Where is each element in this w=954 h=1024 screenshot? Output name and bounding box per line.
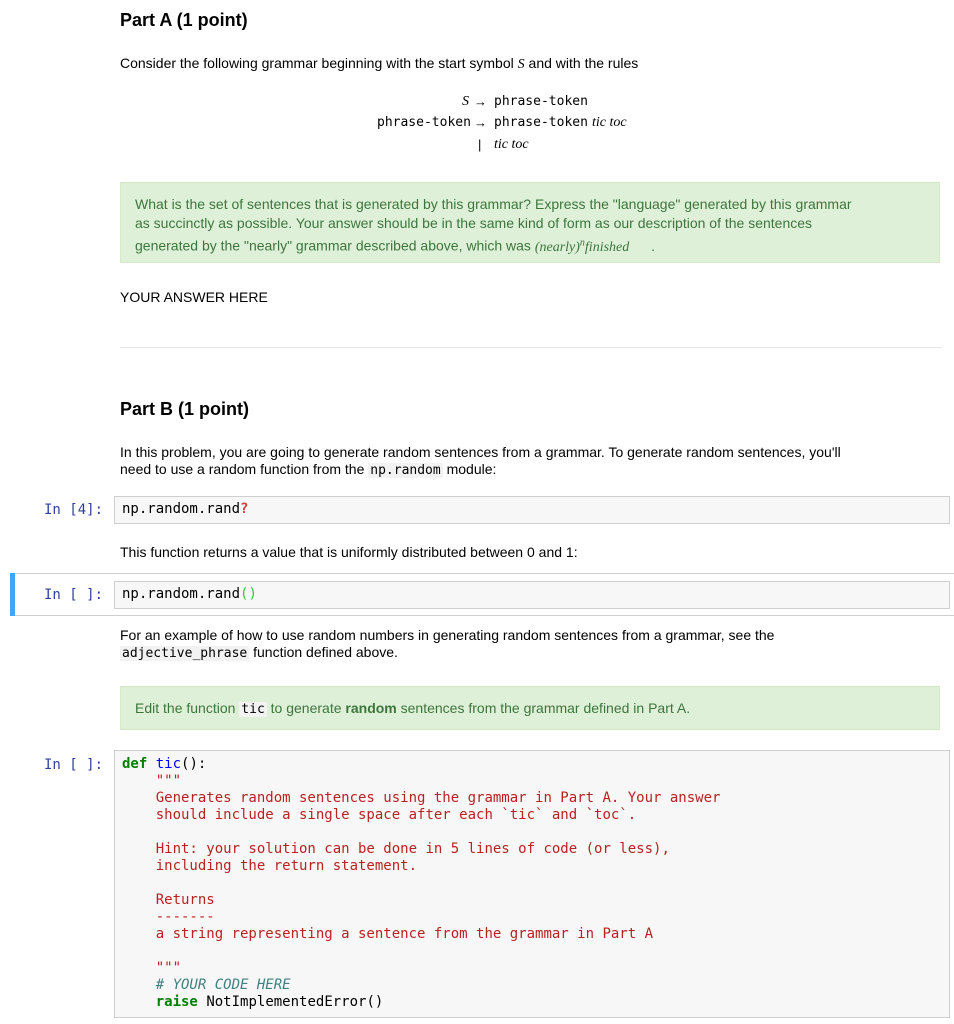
np-random-code: np.random [370, 463, 441, 478]
cell1-input[interactable]: np.random.rand? [114, 496, 950, 524]
edit-instruction-box: Edit the function tic to generate random sentences from the grammar defined in Part A. [120, 686, 940, 730]
part-b-intro: In this problem, you are going to generate random sentences from a grammar. To generate random sentences, you'll need to use a random function from the np.random module: [120, 444, 841, 478]
cell3-input[interactable]: def tic(): """ Generates random sentences using the grammar in Part A. Your answer should include a single space after each `tic` and `toc`. Hint: your solution can be done in 5 lines of code (or less), including the return statement. Returns ------- a string representing a sentence from the grammar in Part A """ # YOUR CODE HERE raise NotImplementedError() [114, 750, 950, 1018]
uniform-text: This function returns a value that is uniformly distributed between 0 and 1: [120, 544, 578, 560]
rule2-rhs-token: phrase-token [494, 115, 588, 130]
selected-cell-indicator [10, 573, 15, 616]
question-line-1: What is the set of sentences that is generated by this grammar? Express the "language" generated by this grammar [135, 196, 852, 212]
section-divider [120, 347, 942, 348]
part-a-question-box [120, 182, 940, 263]
rule2-rhs-tictoc: tic toc [592, 115, 627, 130]
rule1-rhs: phrase-token [494, 94, 588, 109]
rule3-bar: | [478, 137, 482, 152]
rule1-lhs: S [462, 94, 469, 109]
cell2-input[interactable]: np.random.rand() [114, 581, 950, 609]
tic-code: tic [241, 702, 265, 717]
cell2-prompt: In [ ]: [44, 587, 104, 603]
part-b-heading: Part B (1 point) [120, 399, 249, 419]
answer-placeholder[interactable]: YOUR ANSWER HERE [120, 289, 268, 305]
adjective-phrase-code: adjective_phrase [122, 646, 248, 661]
question-line-2: as succinctly as possible. Your answer should be in the same kind of form as our description of the sentences [135, 215, 813, 231]
question-line-3: generated by the "nearly" grammar described above, which was (nearly)$^n$finished . [135, 237, 656, 255]
rule3-rhs-tictoc: tic toc [494, 137, 529, 152]
cell3-prompt: In [ ]: [44, 757, 104, 773]
start-symbol: S [517, 57, 525, 72]
part-a-heading: Part A (1 point) [120, 10, 248, 30]
part-a-intro: Consider the following grammar beginning with the start symbol S and with the rules [120, 55, 639, 72]
rule2-lhs: phrase-token [377, 115, 471, 130]
cell1-prompt: In [4]: [44, 502, 104, 518]
example-text: For an example of how to use random numbers in generating random sentences from a grammar, see the adjective_phrase function defined above. [120, 627, 775, 661]
rule2-arrow: → [474, 115, 487, 130]
nearly-formula: (nearly)$^n$finished [534, 237, 630, 255]
rule1-arrow: → [474, 94, 487, 109]
